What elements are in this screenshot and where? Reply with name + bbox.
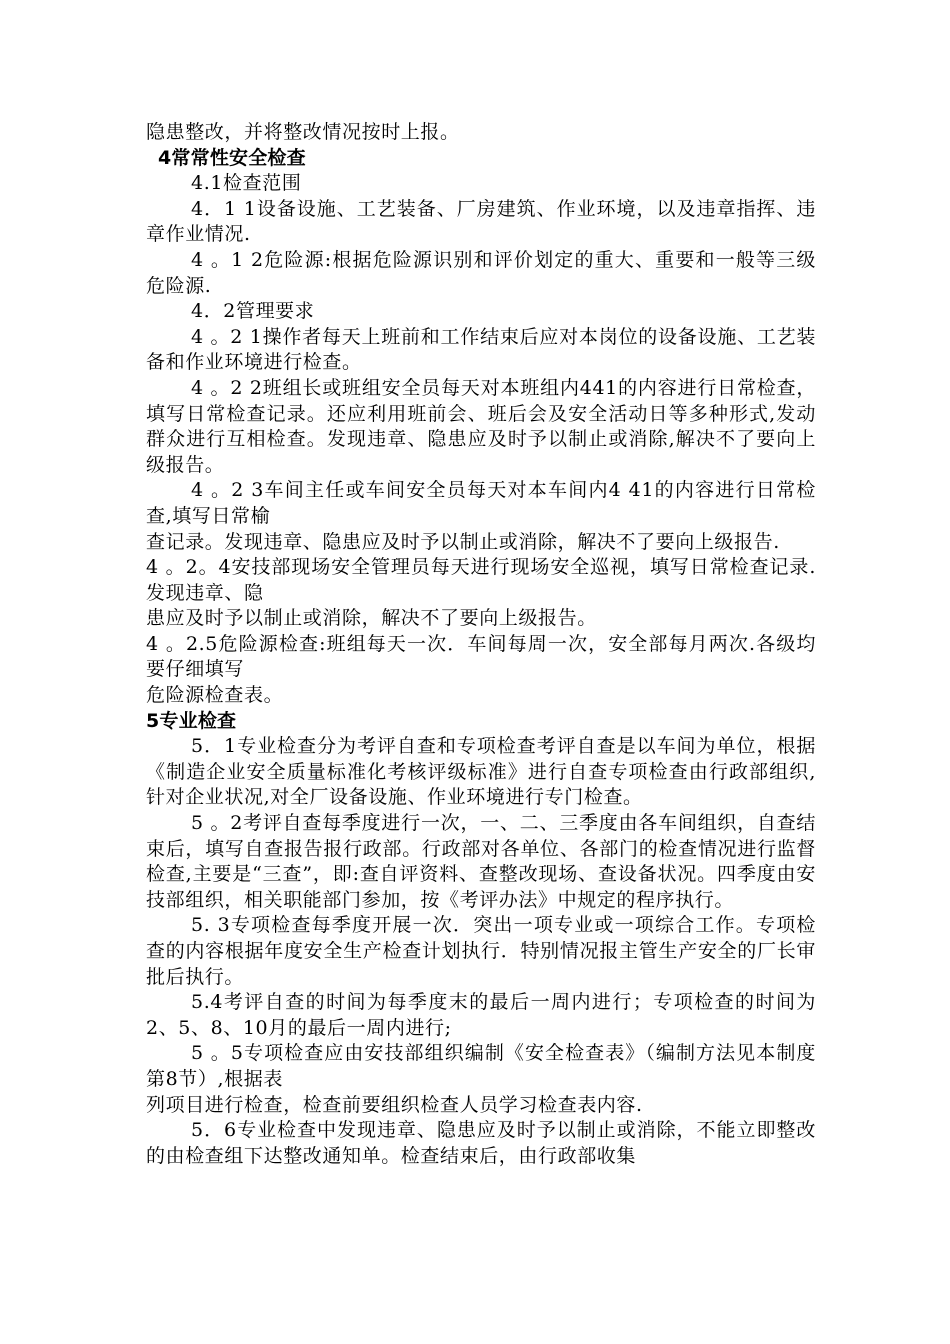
paragraph-5-5-continued: 列项目进行检查，检查前要组织检查人员学习检查表内容.: [146, 1093, 643, 1116]
paragraph-4-1-1: 4．1 1设备设施、工艺装备、厂房建筑、作业环境，以及违章指挥、违章作业情况.: [146, 197, 816, 246]
paragraph-5-3: 5. 3专项检查每季度开展一次．突出一项专业或一项综合工作。专项检查的内容根据年度安全生产检查计划执行．特别情况报主管生产安全的厂长审批后执行。: [146, 914, 816, 988]
paragraph-4-2-4: 4 。2。4安技部现场安全管理员每天进行现场安全巡视，填写日常检查记录.发现违章、隐: [146, 556, 816, 604]
section-heading-4: 4常常性安全检查: [158, 146, 306, 169]
paragraph-5-2: 5 。2考评自查每季度进行一次，一、二、三季度由各车间组织，自查结束后，填写自查报告报行政部。行政部对各单位、各部门的检查情况进行监督检查,主要是“三查”，即:查自评资料、查整改现场、查设备状况。四季度由安技部组织，相关职能部门参加，按《考评办法》中规定的程序执行。: [146, 812, 816, 911]
subheading-4-1: 4.1检查范围: [191, 172, 302, 195]
paragraph-4-2-4-continued: 患应及时予以制止或消除，解决不了要向上级报告。: [146, 607, 597, 630]
paragraph-4-2-1: 4 。2 1操作者每天上班前和工作结束后应对本岗位的设备设施、工艺装备和作业环境进行检查。: [146, 325, 816, 374]
paragraph-5-5: 5 。5专项检查应由安技部组织编制《安全检查表》（编制方法见本制度第8节）,根据表: [146, 1042, 816, 1090]
paragraph-4-2-2: 4 。2 2班组长或班组安全员每天对本班组内441的内容进行日常检查，填写日常检查记录。还应利用班前会、班后会及安全活动日等多种形式,发动群众进行互相检查。发现违章、隐患应及时予以制止或消除,解决不了要向上级报告。: [146, 376, 816, 476]
paragraph-4-1-2: 4 。1 2危险源:根据危险源识别和评价划定的重大、重要和一般等三级危险源.: [146, 248, 816, 297]
document-body: [146, 120, 816, 1169]
subheading-4-2: 4．2管理要求: [191, 300, 315, 323]
paragraph-5-1: 5．1专业检查分为考评自查和专项检查考评自查是以车间为单位，根据《制造企业安全质量标准化考核评级标准》进行自查专项检查由行政部组织,针对企业状况,对全厂设备设施、作业环境进行专门检查。: [146, 735, 816, 809]
paragraph-4-2-3-continued: 查记录。发现违章、隐患应及时予以制止或消除，解决不了要向上级报告.: [146, 530, 780, 553]
paragraph-4-2-5-continued: 危险源检查表。: [146, 684, 284, 707]
paragraph-4-2-3: 4 。2 3车间主任或车间安全员每天对本车间内4 41的内容进行日常检查,填写日常榆: [146, 479, 816, 527]
section-heading-5: 5专业检查: [146, 709, 237, 732]
paragraph-5-4: 5.4考评自查的时间为每季度末的最后一周内进行；专项检查的时间为2、5、8、10月的最后一周内进行;: [146, 991, 816, 1039]
paragraph-5-6: 5．6专业检查中发现违章、隐患应及时予以制止或消除，不能立即整改的由检查组下达整改通知单。检查结束后，由行政部收集: [146, 1119, 816, 1167]
paragraph-rectification-report: 隐患整改，并将整改情况按时上报。: [146, 121, 460, 143]
paragraph-4-2-5: 4 。2.5危险源检查:班组每天一次．车间每周一次，安全部每月两次.各级均要仔细填写: [146, 632, 816, 681]
